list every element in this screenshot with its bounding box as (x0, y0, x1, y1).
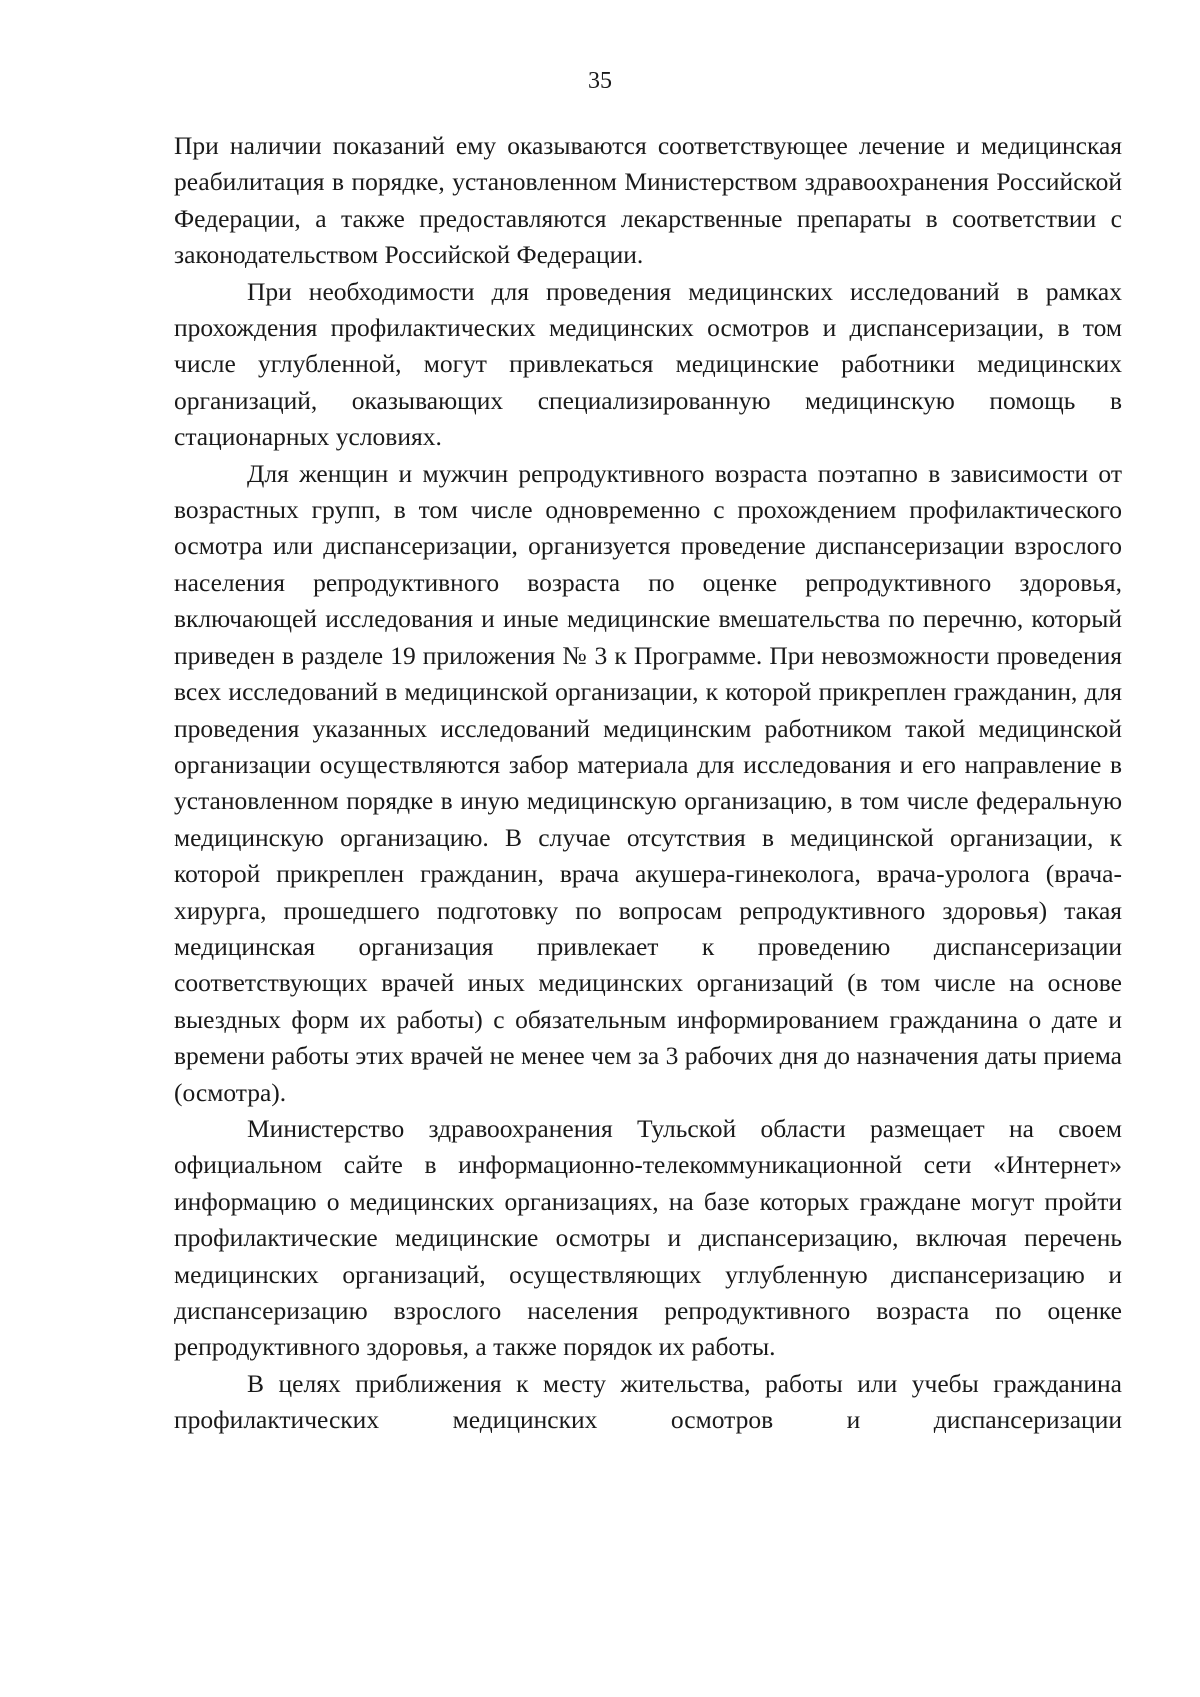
page-number: 35 (588, 68, 612, 94)
paragraph: Для женщин и мужчин репродуктивного возраста поэтапно в зависимости от возрастных групп, в том числе одновременно с прохождением профилактического осмотра или диспансеризации, организуется проведение диспансеризации взрослого населения репродуктивного возраста по оценке репродуктивного здоровья, включающей исследования и иные медицинские вмешательства по перечню, который приведен в разделе 19 приложения № 3 к Программе. При невозможности проведения всех исследований в медицинской организации, к которой прикреплен гражданин, для проведения указанных исследований медицинским работником такой медицинской организации осуществляются забор материала для исследования и его направление в установленном порядке в иную медицинскую организацию, в том числе федеральную медицинскую организацию. В случае отсутствия в медицинской организации, к которой прикреплен гражданин, врача акушера-гинеколога, врача-уролога (врача-хирурга, прошедшего подготовку по вопросам репродуктивного здоровья) такая медицинская организация привлекает к проведению диспансеризации соответствующих врачей иных медицинских организаций (в том числе на основе выездных форм их работы) с обязательным информированием гражданина о дате и времени работы этих врачей не менее чем за 3 рабочих дня до назначения даты приема (осмотра). (174, 458, 1122, 1107)
paragraph: Министерство здравоохранения Тульской области размещает на своем официальном сайте в информационно-телекоммуникационной сети «Интернет» информацию о медицинских организациях, на базе которых граждане могут пройти профилактические медицинские осмотры и диспансеризацию, включая перечень медицинских организаций, осуществляющих углубленную диспансеризацию и диспансеризацию взрослого населения репродуктивного возраста по оценке репродуктивного здоровья, а также порядок их работы. (174, 1113, 1122, 1362)
document-body (174, 128, 1122, 1439)
paragraph: В целях приближения к месту жительства, работы или учебы гражданина профилактических медицинских осмотров и диспансеризации (174, 1368, 1122, 1435)
paragraph: При необходимости для проведения медицинских исследований в рамках прохождения профилактических медицинских осмотров и диспансеризации, в том числе углубленной, могут привлекаться медицинские работники медицинских организаций, оказывающих специализированную медицинскую помощь в стационарных условиях. (174, 276, 1122, 452)
paragraph: При наличии показаний ему оказываются соответствующее лечение и медицинская реабилитация в порядке, установленном Министерством здравоохранения Российской Федерации, а также предоставляются лекарственные препараты в соответствии с законодательством Российской Федерации. (174, 131, 1122, 270)
